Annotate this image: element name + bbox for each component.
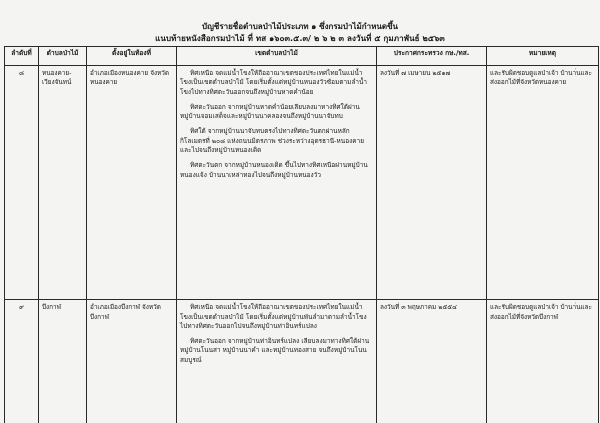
header-announcement: ประกาศกระทรวง กษ./ทส.: [377, 47, 487, 66]
document-subtitle: แนบท้ายหนังสือกรมป่าไม้ ที่ ทส ๑๖๐๓.๕.๓/ ๒ ๖ ๒ ๓ ลงวันที่ ๕ กุมภาพันธ์ ๒๕๖๓: [155, 34, 445, 43]
row-announcement: ลงวันที่ ๗ เมษายน ๒๕๑๗: [377, 66, 487, 300]
header-location: ตั้งอยู่ในท้องที่: [87, 47, 177, 66]
row-boundary: [177, 66, 377, 300]
table-row: [5, 66, 599, 300]
row-forest: บึงกาฬ: [39, 300, 87, 423]
row-location: อำเภอเมืองบึงกาฬ จังหวัดบึงกาฬ: [87, 300, 177, 423]
boundary-east: ทิศตะวันออก จากหมู่บ้านท่าอินทร์แปลง เลียบลงมาทางทิศใต้ผ่านหมู่บ้านโนนสา หมู่บ้านนาคำ และหมู่บ้านทองสาย จนถึงหมู่บ้านโนนสมบูรณ์: [180, 337, 370, 364]
boundary-north: ทิศเหนือ จดแม่น้ำโขงให้ถืออาณาเขตของประเทศไทยในแม่น้ำโขงเป็นเขตตำบลป่าไม้ โดยเริ่มตั้งแต่หมู่บ้านหนองวัวซ้อมตามลำน้ำโขงไปทางทิศตะวันออกจนถึงหมู่บ้านหาดคำน้อย: [180, 69, 368, 96]
document-title: บัญชีรายชื่อตำบลป่าไม้ประเภท ๑ ซึ่งกรมป่าไม้กำหนดขึ้น: [202, 22, 398, 31]
row-announcement: ลงวันที่ ๓ พฤษภาคม ๒๕๕๔: [377, 300, 487, 423]
boundary-west: ทิศตะวันตก จากหมู่บ้านหนองเดิด ขึ้นไปทางทิศเหนือผ่านหมู่บ้านหนองแจ้ง บ้านนาเหล่าทองไปจนถึงหมู่บ้านหนองวัว: [180, 161, 368, 179]
row-no: ๘: [5, 66, 39, 300]
header-forest: ตำบลป่าไม้: [39, 47, 87, 66]
boundary-east: ทิศตะวันออก จากหมู่บ้านหาดคำน้อยเลียบลงมาทางทิศใต้ผ่านหมู่บ้านจอมเสด็จและหมู่บ้านนาคลองจนถึงหมู่บ้านนาจับทบ: [180, 102, 360, 121]
table-header-row: [5, 47, 599, 66]
row-boundary: [177, 300, 377, 423]
row-no: ๙: [5, 300, 39, 423]
forest-table: [4, 46, 599, 423]
header-no: ลำดับที่: [5, 47, 39, 66]
header-remark: หมายเหตุ: [487, 47, 599, 66]
table-row: [5, 300, 599, 423]
boundary-north: ทิศเหนือ จดแม่น้ำโขงให้ถืออาณาเขตของประเทศไทยในแม่น้ำโขงเป็นเขตตำบลป่าไม้ โดยเริ่มตั้งแต่หมู่บ้านพันลำมาตามลำน้ำโขง ไปทางทิศตะวันออกไปจนถึงหมู่บ้านท่าอินทร์แปลง: [180, 303, 367, 330]
header-boundary: เขตตำบลป่าไม้: [177, 47, 377, 66]
row-remark: และรับผิดชอบดูแลป่าเจ้า บ้านา่นและส่งออกไม้ที่จังหวัดหนองคาย: [487, 66, 599, 300]
row-forest: หนองคาย-เวียงจันทน์: [39, 66, 87, 300]
row-location: อำเภอเมืองหนองคาย จังหวัดหนองคาย: [87, 66, 177, 300]
row-remark: และรับผิดชอบดูแลป่าเจ้า บ้านา่นและส่งออกไม้ที่จังหวัดบึงกาฬ: [487, 300, 599, 423]
boundary-south: ทิศใต้ จากหมู่บ้านนาจับทบตรงไปทางทิศตะวันตกผ่านหลักกิโลเมตรที่ ๒๐๘ แห่งถนนมิตรภาพ ช่วงระหว่างอุดรธานี-หนองคาย และไปจนถึงหมู่บ้านหนองเดิด: [180, 127, 365, 155]
